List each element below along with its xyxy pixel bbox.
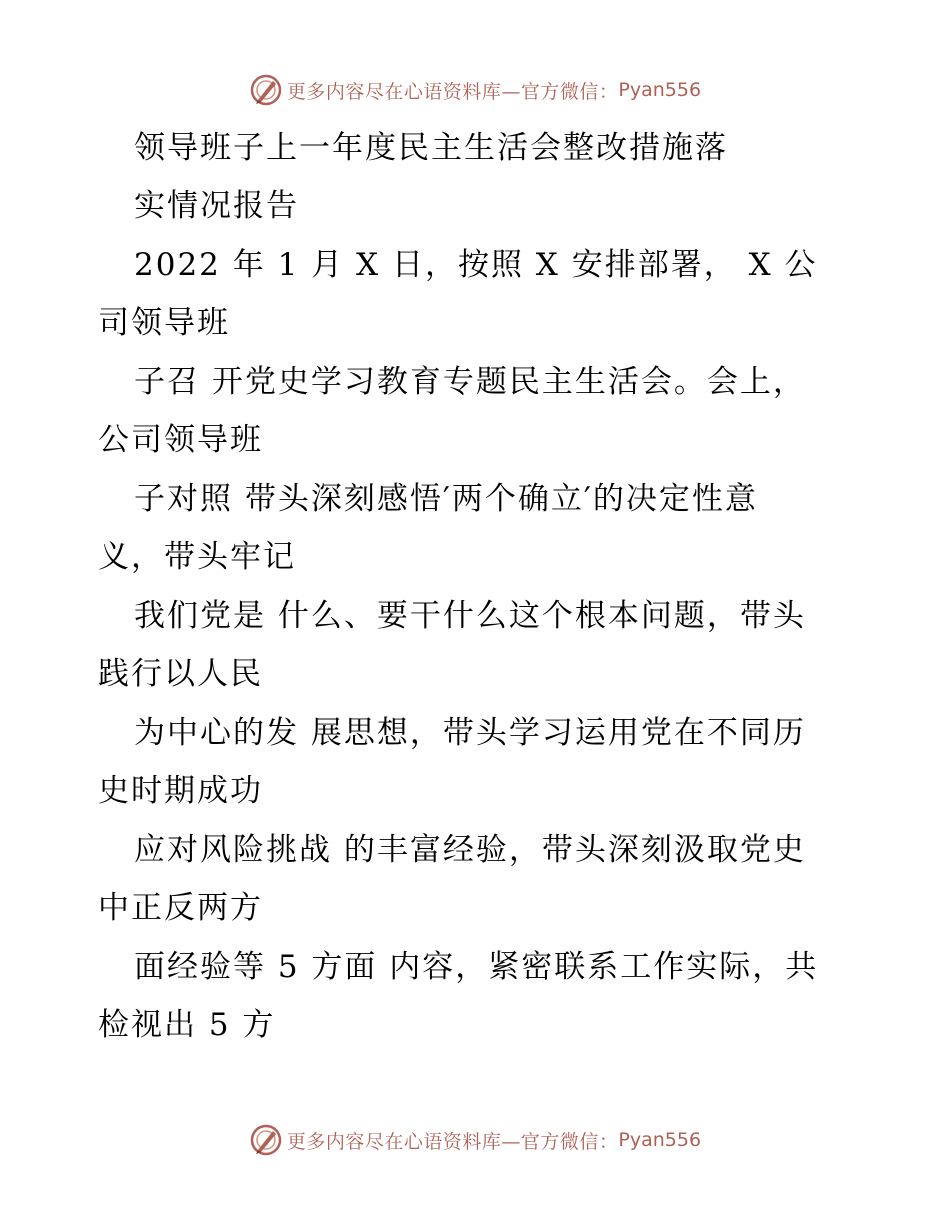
paragraph-line: 践行以人民: [98, 656, 263, 692]
paragraph-line: 司领导班: [98, 305, 230, 341]
paragraph-line: 公司领导班: [98, 422, 263, 458]
paragraph-line: 义，带头牢记: [98, 539, 296, 575]
wechat-id: Pyan556: [618, 79, 702, 101]
paragraph-line: 史时期成功: [98, 773, 263, 809]
paragraph-line: 2022 年 1 月 X 日，按照 X 安排部署， X 公: [134, 247, 818, 283]
paragraph-line: 我们党是 什么、要干什么这个根本问题，带头: [134, 598, 806, 634]
paragraph-line: 为中心的发 展思想，带头学习运用党在不同历: [134, 715, 806, 751]
quill-pen-logo-icon: [249, 1123, 283, 1157]
document-title-line-1: 领导班子上一年度民主生活会整改措施落: [134, 130, 728, 166]
banner-text: 更多内容尽在心语资料库—官方微信：: [286, 1130, 619, 1153]
paragraph-line: 检视出 5 方: [98, 1007, 276, 1043]
paragraph-line: 中正反两方: [98, 890, 263, 926]
wechat-id: Pyan556: [618, 1129, 702, 1151]
paragraph-line: 子召 开党史学习教育专题民主生活会。会上，: [134, 364, 806, 400]
header-banner: [0, 70, 950, 110]
banner-text: 更多内容尽在心语资料库—官方微信：: [286, 80, 619, 103]
paragraph-line: 子对照 带头深刻感悟′两个确立′的决定性意: [134, 481, 758, 517]
document-title-line-2: 实情况报告: [134, 188, 299, 224]
paragraph-line: 面经验等 5 方面 内容，紧密联系工作实际，共: [134, 949, 819, 985]
paragraph-line: 应对风险挑战 的丰富经验，带头深刻汲取党史: [134, 832, 806, 868]
footer-banner: [0, 1120, 950, 1160]
quill-pen-logo-icon: [249, 73, 283, 107]
